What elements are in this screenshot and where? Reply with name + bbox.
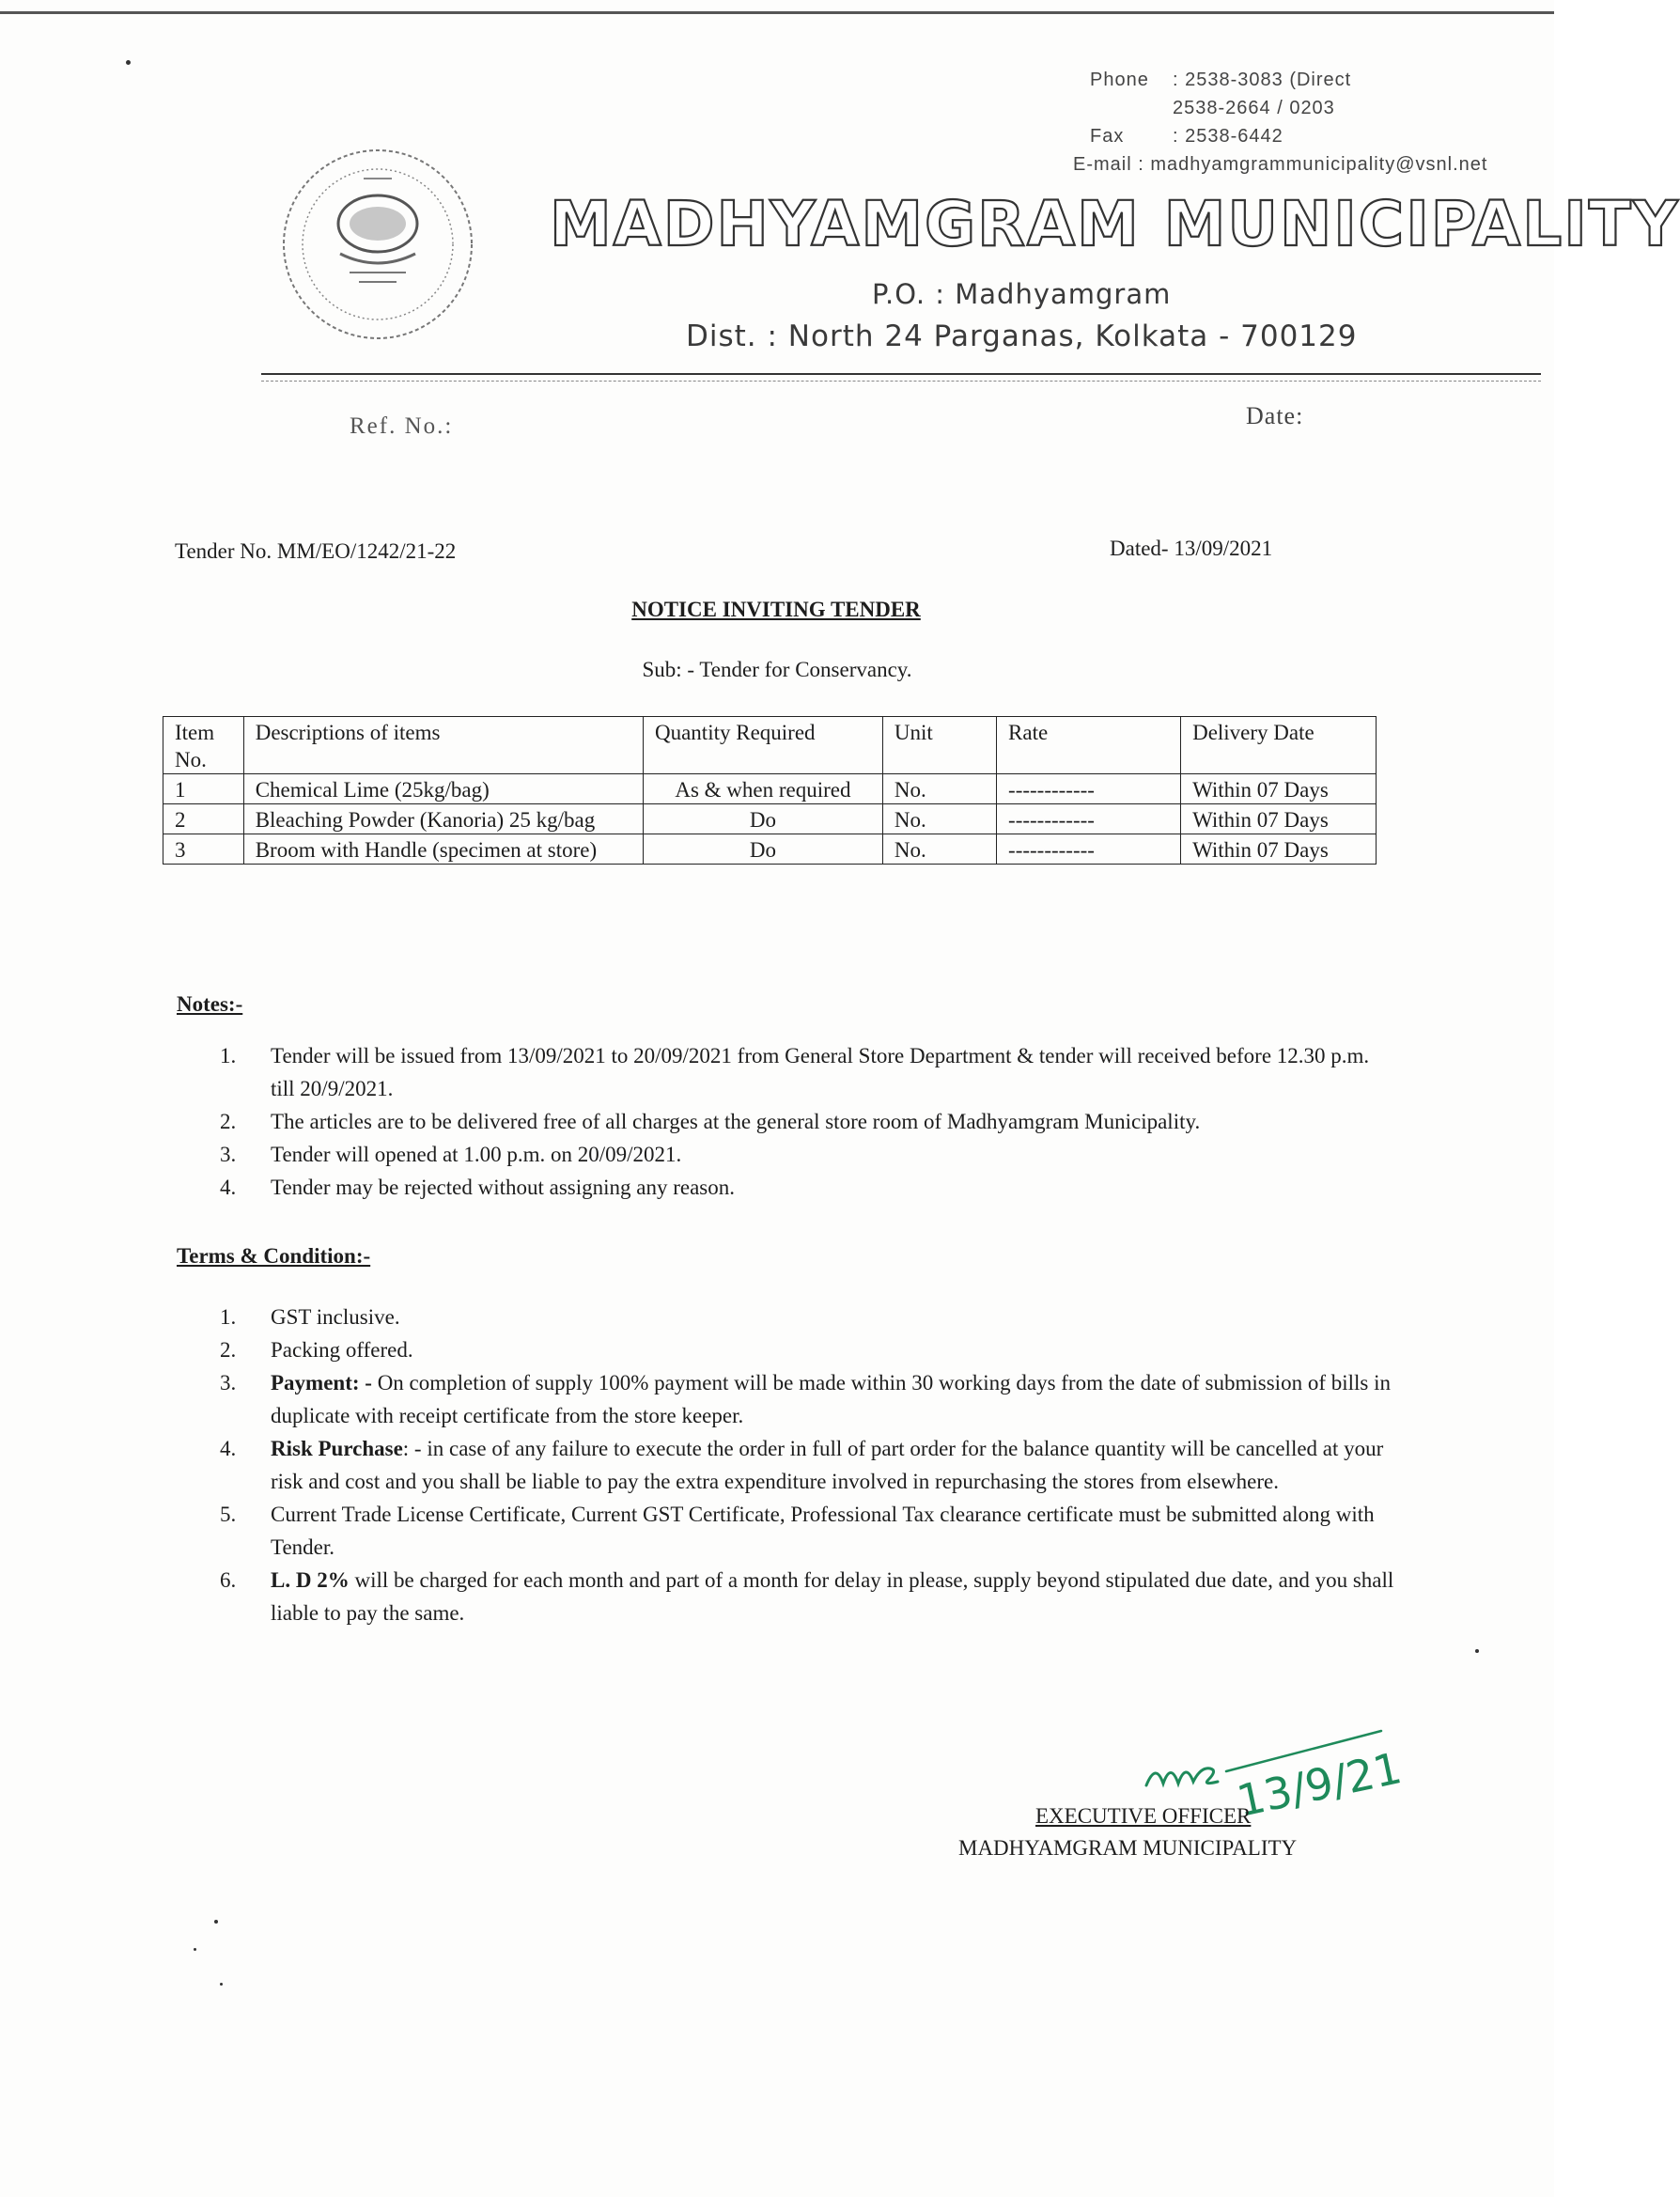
terms-list xyxy=(177,1301,1398,1629)
cell-description: Chemical Lime (25kg/bag) xyxy=(243,774,643,804)
cell-unit: No. xyxy=(882,774,996,804)
contact-line: Phone : 2538-3083 (Direct xyxy=(1090,70,1352,90)
contact-block xyxy=(1073,66,1541,179)
list-item: 5. Current Trade License Certificate, Current GST Certificate, Professional Tax clearance certificate must be submitted along with Tender. xyxy=(220,1503,1375,1559)
date-label: Date: xyxy=(1246,402,1304,429)
cell-rate: ------------ xyxy=(997,804,1181,834)
cell-unit: No. xyxy=(882,804,996,834)
municipality-name: MADHYAMGRAM MUNICIPALITY xyxy=(550,188,1680,260)
contact-line: 2538-2664 / 0203 xyxy=(1173,98,1335,118)
list-item: 3. Tender will opened at 1.00 p.m. on 20/09/2021. xyxy=(220,1143,682,1166)
list-item: 4. Risk Purchase: - in case of any failure to execute the order in full of part order for the balance quantity will be cancelled at your risk and cost and you shall be liable to pay the extra expenditure involved in repurchasing the stores from elsewhere. xyxy=(220,1437,1384,1493)
list-item: 1. GST inclusive. xyxy=(220,1305,400,1329)
signatory-organization: MADHYAMGRAM MUNICIPALITY xyxy=(958,1836,1298,1860)
list-item: 4. Tender may be rejected without assigning any reason. xyxy=(220,1176,736,1199)
cell-description: Bleaching Powder (Kanoria) 25 kg/bag xyxy=(243,804,643,834)
cell-rate: ------------ xyxy=(997,774,1181,804)
items-table xyxy=(163,716,1377,865)
list-item: 2. The articles are to be delivered free of all charges at the general store room of Madhyamgram Municipality. xyxy=(220,1110,1201,1133)
contact-line: Fax : 2538-6442 xyxy=(1090,126,1283,147)
cell-quantity: Do xyxy=(643,834,882,865)
scan-edge-line xyxy=(0,11,1554,14)
dated: Dated- 13/09/2021 xyxy=(1110,537,1273,560)
table-row xyxy=(163,834,1377,865)
letterhead-divider xyxy=(261,373,1541,375)
list-item: 6. L. D 2% will be charged for each month and part of a month for delay in please, supply beyond stipulated due date, and you shall liable to pay the same. xyxy=(220,1568,1394,1625)
cell-item-no: 1 xyxy=(163,774,244,804)
cell-unit: No. xyxy=(882,834,996,865)
cell-item-no: 2 xyxy=(163,804,244,834)
district-address: Dist. : North 24 Parganas, Kolkata - 700129 xyxy=(686,319,1358,353)
cell-rate: ------------ xyxy=(997,834,1181,865)
cell-delivery: Within 07 Days xyxy=(1181,804,1377,834)
cell-quantity: Do xyxy=(643,804,882,834)
scan-speck xyxy=(126,60,131,65)
cell-quantity: As & when required xyxy=(643,774,882,804)
table-header-row xyxy=(163,717,1377,774)
cell-delivery: Within 07 Days xyxy=(1181,774,1377,804)
post-office: P.O. : Madhyamgram xyxy=(872,278,1172,310)
header-unit: Unit xyxy=(882,717,996,774)
signatory-title: EXECUTIVE OFFICER xyxy=(1035,1804,1252,1828)
table-row xyxy=(163,774,1377,804)
header-description: Descriptions of items xyxy=(243,717,643,774)
signatory-block xyxy=(958,1800,1409,1864)
contact-line-email: E-mail : madhyamgrammunicipality@vsnl.net xyxy=(1073,154,1488,175)
list-item: 1. Tender will be issued from 13/09/2021 to 20/09/2021 from General Store Department & tender will received before 12.30 p.m. till 20/9/2021. xyxy=(220,1044,1370,1100)
terms-heading: Terms & Condition:- xyxy=(177,1244,371,1268)
notes-heading: Notes:- xyxy=(177,992,243,1016)
notes-list xyxy=(177,1039,1398,1204)
list-item: 3. Payment: - On completion of supply 100% payment will be made within 30 working days from the date of submission of bills in duplicate with receipt certificate from the store keeper. xyxy=(220,1371,1391,1427)
table-row xyxy=(163,804,1377,834)
subject-line: Sub: - Tender for Conservancy. xyxy=(642,658,912,681)
notice-title: NOTICE INVITING TENDER xyxy=(631,598,921,621)
ref-no-label: Ref. No.: xyxy=(350,413,454,439)
cell-delivery: Within 07 Days xyxy=(1181,834,1377,865)
list-item: 2. Packing offered. xyxy=(220,1338,413,1362)
tender-number: Tender No. MM/EO/1242/21-22 xyxy=(175,539,457,563)
header-rate: Rate xyxy=(997,717,1181,774)
municipality-seal-icon xyxy=(274,141,481,348)
scan-speck xyxy=(220,1983,223,1986)
header-quantity: Quantity Required xyxy=(643,717,882,774)
header-item-no: Item No. xyxy=(163,717,244,774)
scan-speck xyxy=(194,1948,196,1951)
cell-description: Broom with Handle (specimen at store) xyxy=(243,834,643,865)
scan-speck xyxy=(1475,1649,1479,1653)
letterhead-divider-dashed xyxy=(261,381,1541,382)
handwritten-date: 13/9/21 xyxy=(1232,1742,1407,1827)
scan-speck xyxy=(214,1920,218,1924)
cell-item-no: 3 xyxy=(163,834,244,865)
header-delivery-date: Delivery Date xyxy=(1181,717,1377,774)
